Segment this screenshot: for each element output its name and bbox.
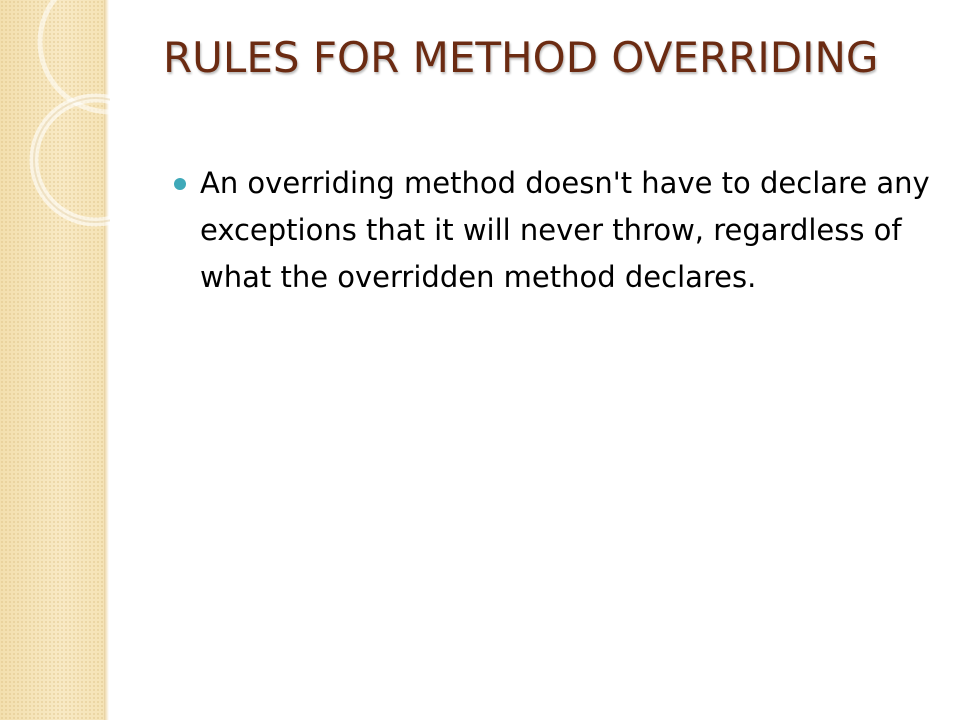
bullet-text: An overriding method doesn't have to declare any exceptions that it will never throw, regardless of what the overridden method declares. <box>200 166 930 294</box>
bullet-icon <box>174 178 186 190</box>
bullet-list <box>172 160 932 301</box>
bullet-item <box>172 160 932 301</box>
slide-title: RULES FOR METHOD OVERRIDING <box>163 33 879 82</box>
decorative-swirl-graphic <box>0 0 110 260</box>
